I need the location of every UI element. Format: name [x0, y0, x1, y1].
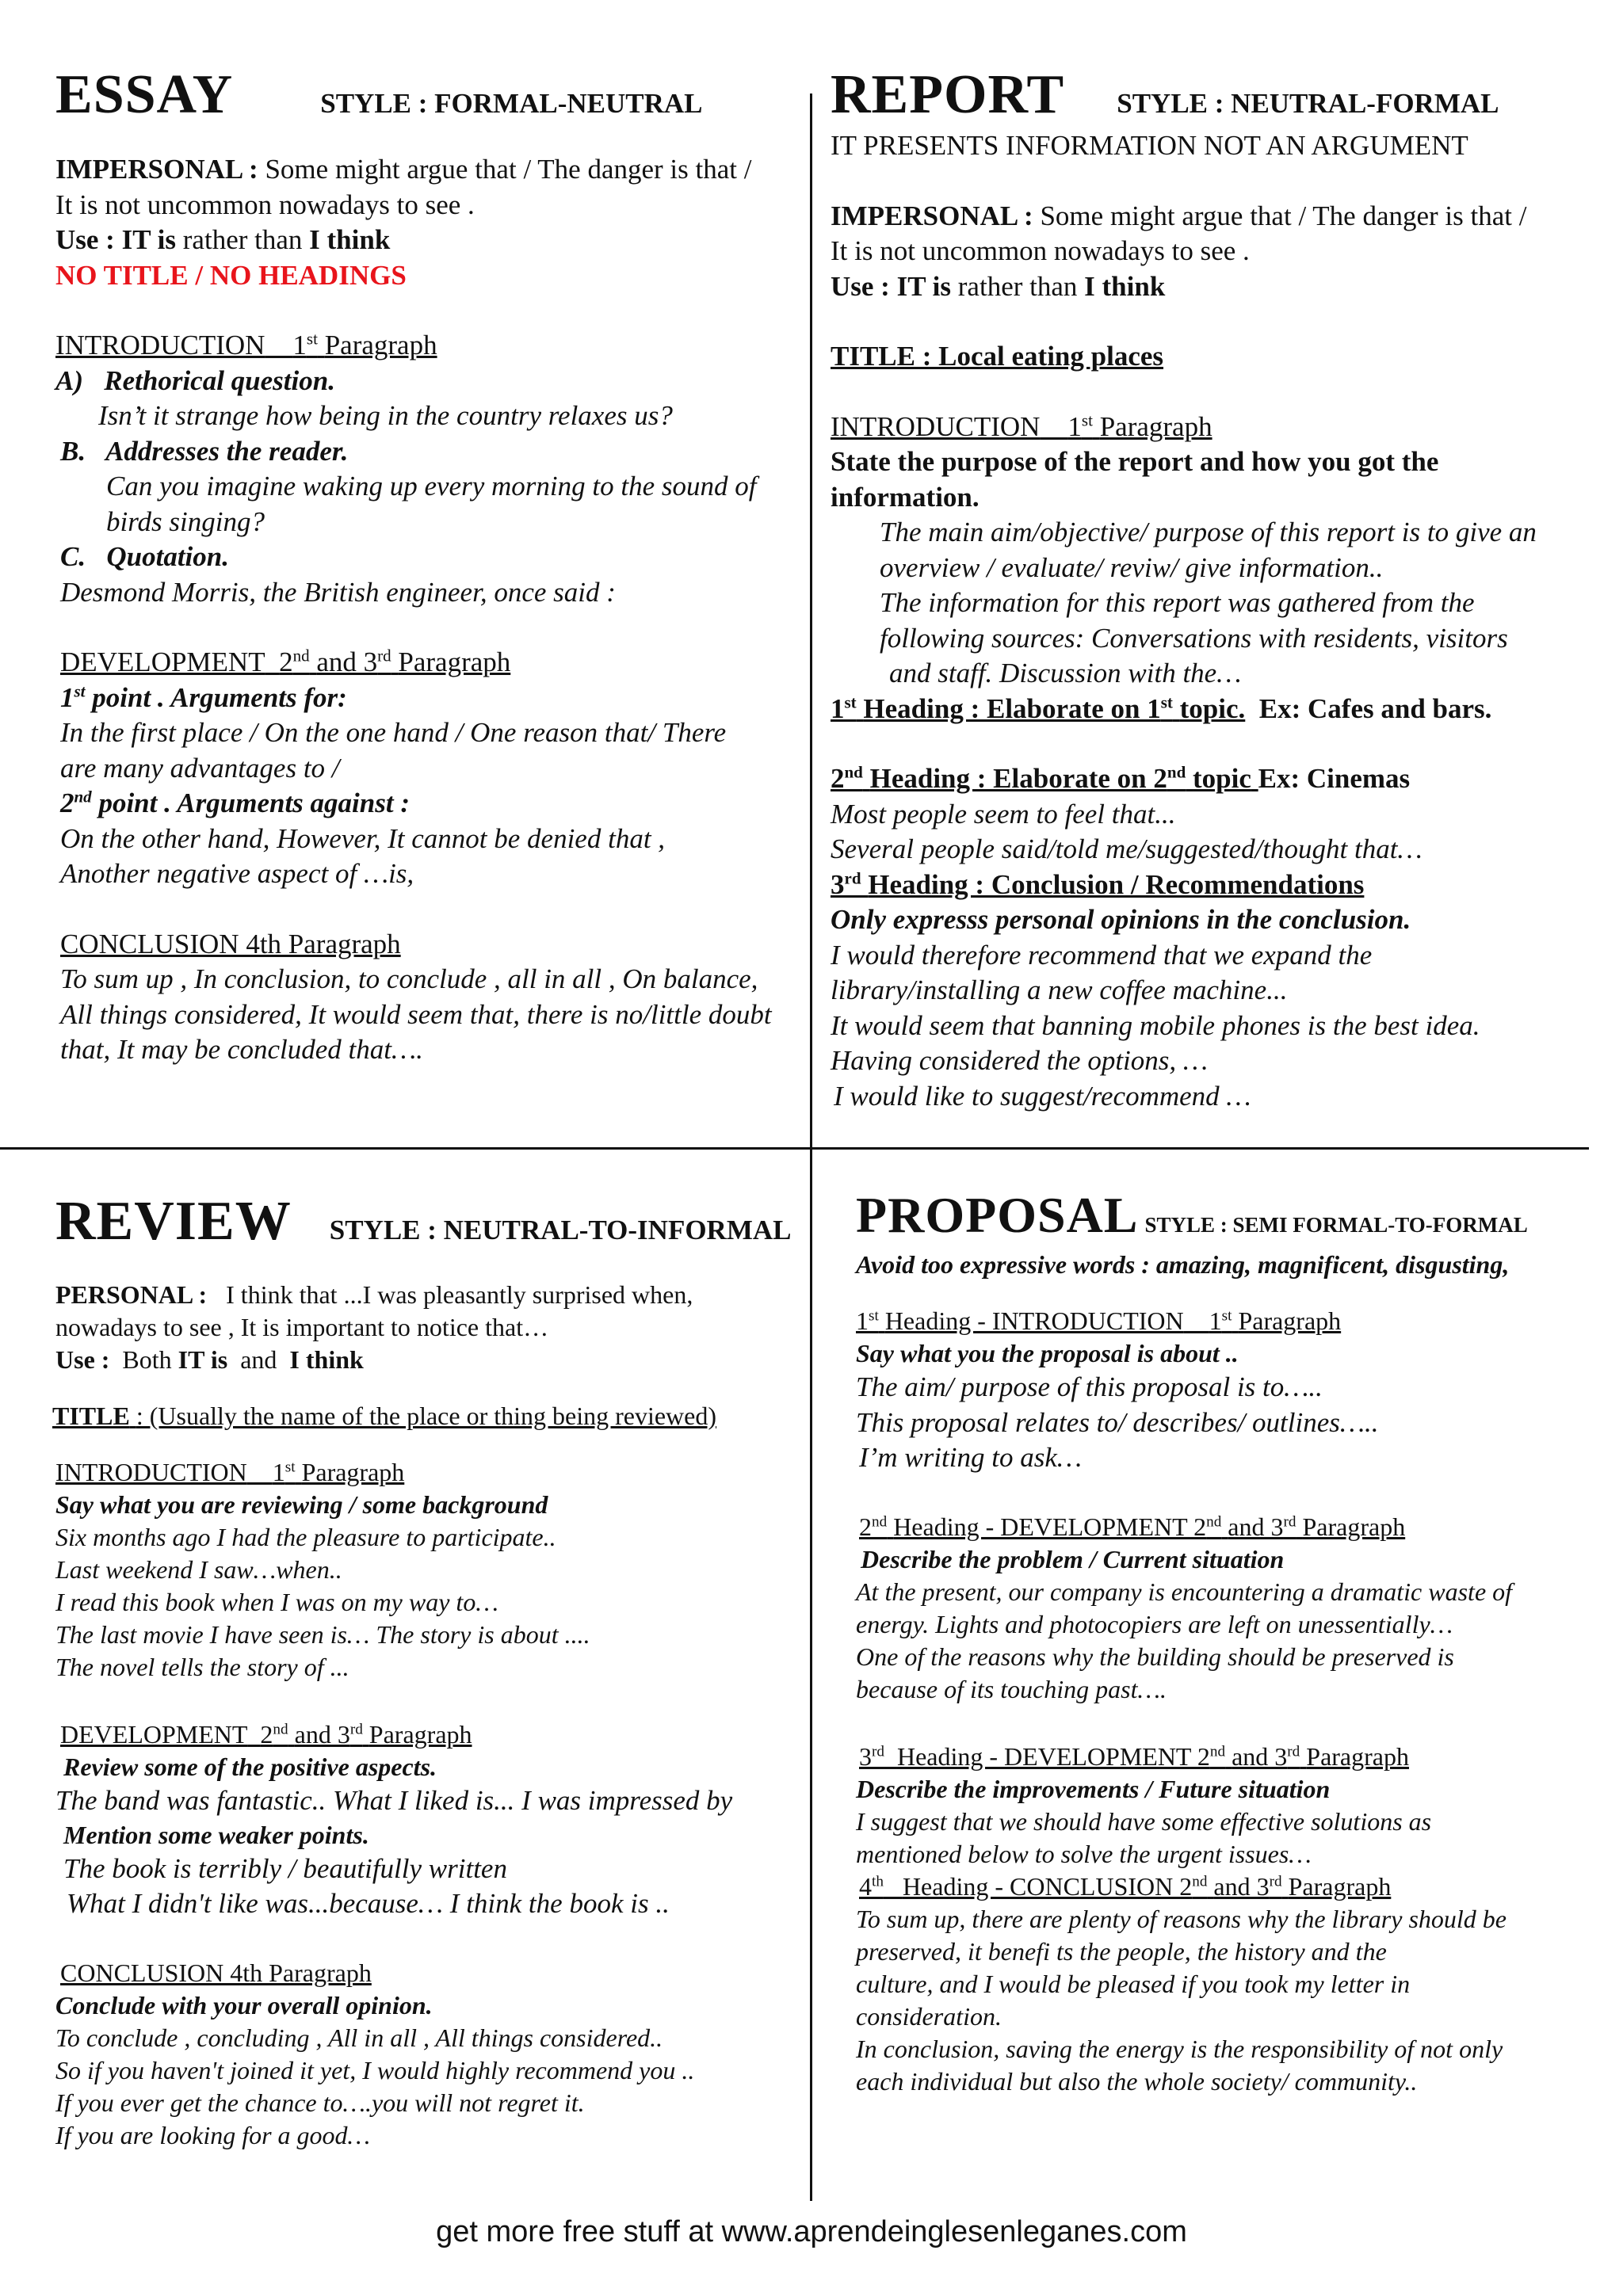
essay-use: Use : IT is rather than I think: [55, 224, 391, 255]
report-use: Use : IT is rather than I think: [831, 270, 1166, 302]
proposal-heading-4: 4th Heading - CONCLUSION 2nd and 3rd Paragraph: [859, 1871, 1392, 1901]
proposal-heading-2-text-2: energy. Lights and photocopiers are left on unessentially…: [856, 1609, 1453, 1638]
review-intro-text-2: Last weekend I saw…when..: [55, 1555, 342, 1584]
review-conclusion-text-4: If you are looking for a good…: [55, 2120, 370, 2149]
report-heading-3-note: Only expresss personal opinions in the conclusion.: [831, 904, 1411, 935]
review-intro-text-3: I read this book when I was on my way to…: [55, 1588, 498, 1616]
review-intro-heading: INTRODUCTION 1st Paragraph: [55, 1458, 405, 1486]
proposal-heading-2: 2nd Heading - DEVELOPMENT 2nd and 3rd Paragraph: [859, 1512, 1406, 1541]
essay-dev-heading: DEVELOPMENT 2nd and 3rd Paragraph: [60, 646, 511, 677]
report-state-purpose: State the purpose of the report and how you got the: [831, 446, 1439, 477]
proposal-heading-2-bold: Describe the problem / Current situation: [861, 1544, 1285, 1573]
essay-header: [55, 62, 800, 128]
review-conclusion-heading: CONCLUSION 4th Paragraph: [60, 1958, 372, 1987]
report-heading-2: 2nd Heading : Elaborate on 2nd topic Ex: Cinemas: [831, 762, 1411, 794]
proposal-heading-1: 1st Heading - INTRODUCTION 1st Paragraph: [856, 1306, 1342, 1335]
essay-second-point-text: On the other hand, However, It cannot be denied that ,: [60, 822, 666, 854]
review-conclusion-text-2: So if you haven't joined it yet, I would highly recommend you ..: [55, 2055, 695, 2084]
review-conclusion-bold: Conclude with your overall opinion.: [55, 1990, 433, 2019]
report-heading-2-text-2: Several people said/told me/suggested/thought that…: [831, 833, 1423, 864]
review-conclusion-text-3: If you ever get the chance to….you will not regret it.: [55, 2088, 585, 2117]
essay-point-c-text: Desmond Morris, the British engineer, once said :: [60, 576, 616, 608]
essay-conclusion-text-2: All things considered, It would seem that, there is no/little doubt: [60, 998, 772, 1030]
essay-title: ESSAY: [55, 64, 234, 125]
report-header: [831, 62, 1591, 128]
review-personal: PERSONAL : I think that ...I was pleasantly surprised when,: [55, 1280, 693, 1309]
review-use: Use : Both IT is and I think: [55, 1345, 364, 1374]
essay-point-b: B. Addresses the reader.: [60, 435, 349, 467]
report-state-purpose-2: information.: [831, 481, 980, 513]
proposal-heading-1-text-3: I’m writing to ask…: [859, 1442, 1082, 1473]
essay-first-point-text-2: are many advantages to /: [60, 752, 340, 784]
report-section: [831, 62, 1591, 1114]
report-aim-2: overview / evaluate/ reviw/ give information..: [880, 551, 1384, 583]
proposal-header: [856, 1182, 1601, 1249]
review-personal-2: nowadays to see , It is important to notice that…: [55, 1313, 549, 1341]
report-title-line: TITLE : Local eating places: [831, 341, 1164, 372]
essay-first-point-text: In the first place / On the one hand / One reason that/ There: [60, 717, 727, 748]
horizontal-divider: [0, 1147, 1589, 1150]
proposal-heading-4-text-4: consideration.: [856, 2001, 1002, 2031]
review-style: STYLE : NEUTRAL-TO-INFORMAL: [329, 1215, 792, 1245]
report-style: STYLE : NEUTRAL-FORMAL: [1117, 88, 1499, 119]
essay-point-c: C. Quotation.: [60, 541, 229, 572]
proposal-heading-4-text-6: each individual but also the whole society/ community..: [856, 2066, 1418, 2096]
review-dev-heading: DEVELOPMENT 2nd and 3rd Paragraph: [60, 1720, 472, 1749]
review-title: REVIEW: [55, 1191, 292, 1252]
report-heading-3-text-3: It would seem that banning mobile phones is the best idea.: [831, 1009, 1480, 1041]
proposal-heading-3-bold: Describe the improvements / Future situation: [856, 1774, 1331, 1803]
proposal-heading-2-text-3: One of the reasons why the building should be preserved is: [856, 1642, 1454, 1671]
proposal-style: STYLE : SEMI FORMAL-TO-FORMAL: [1144, 1213, 1528, 1237]
report-impersonal: IMPERSONAL : Some might argue that / The danger is that /: [831, 200, 1527, 231]
report-heading-3-text-5: I would like to suggest/recommend …: [834, 1080, 1251, 1112]
proposal-section: [856, 1182, 1601, 2098]
proposal-heading-4-text-3: culture, and I would be pleased if you took my letter in: [856, 1969, 1411, 1998]
review-conclusion-text: To conclude , concluding , All in all , All things considered..: [55, 2023, 663, 2052]
essay-point-a: A) Rethorical question.: [55, 364, 335, 396]
proposal-avoid: Avoid too expressive words : amazing, magnificent, disgusting,: [856, 1250, 1510, 1279]
review-dev-text-3: What I didn't like was...because… I think the book is ..: [67, 1888, 670, 1919]
report-impersonal-2: It is not uncommon nowadays to see .: [831, 235, 1250, 266]
report-info-2: following sources: Conversations with residents, visitors: [880, 622, 1508, 654]
report-heading-1: 1st Heading : Elaborate on 1st topic. Ex: Cafes and bars.: [831, 692, 1492, 724]
report-heading-3: 3rd Heading : Conclusion / Recommendations: [831, 868, 1365, 900]
essay-impersonal: IMPERSONAL : Some might argue that / The danger is that /: [55, 154, 752, 185]
report-heading-2-text: Most people seem to feel that...: [831, 798, 1176, 830]
report-subtitle: IT PRESENTS INFORMATION NOT AN ARGUMENT: [831, 130, 1468, 161]
report-intro-heading: INTRODUCTION 1st Paragraph: [831, 410, 1212, 442]
review-header: [55, 1188, 800, 1255]
review-intro-bold: Say what you are reviewing / some background: [55, 1490, 548, 1519]
essay-section: [55, 62, 800, 1068]
footer-link[interactable]: get more free stuff at www.aprendeinglesenleganes.com: [436, 2215, 1187, 2248]
essay-conclusion-heading: CONCLUSION 4th Paragraph: [60, 928, 401, 959]
report-heading-3-text-2: library/installing a new coffee machine...: [831, 974, 1288, 1005]
essay-style: STYLE : FORMAL-NEUTRAL: [320, 88, 703, 119]
review-dev-text-2: The book is terribly / beautifully written: [63, 1852, 507, 1884]
essay-intro-heading: INTRODUCTION 1st Paragraph: [55, 329, 437, 360]
review-section: [52, 1188, 800, 2152]
essay-impersonal-2: It is not uncommon nowadays to see .: [55, 189, 475, 220]
review-dev-bold: Review some of the positive aspects.: [63, 1753, 437, 1781]
proposal-heading-3: 3rd Heading - DEVELOPMENT 2nd and 3rd Paragraph: [859, 1741, 1409, 1771]
essay-point-b-text-2: birds singing?: [106, 505, 265, 537]
report-heading-3-text-4: Having considered the options, …: [831, 1045, 1209, 1076]
essay-point-a-text: Isn’t it strange how being in the country relaxes us?: [98, 400, 673, 431]
review-title-line: TITLE : (Usually the name of the place or thing being reviewed): [52, 1402, 717, 1430]
review-intro-text-5: The novel tells the story of ...: [55, 1653, 349, 1681]
proposal-heading-1-text: The aim/ purpose of this proposal is to…..: [856, 1371, 1323, 1402]
report-info: The information for this report was gathered from the: [880, 587, 1475, 618]
proposal-heading-2-text-4: because of its touching past….: [856, 1674, 1167, 1703]
report-info-3: and staff. Discussion with the…: [889, 658, 1242, 688]
proposal-heading-4-text-2: preserved, it benefi ts the people, the history and the: [856, 1936, 1387, 1966]
essay-point-b-text: Can you imagine waking up every morning to the sound of: [106, 471, 757, 502]
essay-no-title: NO TITLE / NO HEADINGS: [55, 259, 407, 291]
proposal-heading-3-text: I suggest that we should have some effective solutions as: [856, 1806, 1432, 1836]
essay-conclusion-text-3: that, It may be concluded that….: [60, 1034, 423, 1065]
essay-conclusion-text: To sum up , In conclusion, to conclude , all in all , On balance,: [60, 963, 758, 994]
review-intro-text: Six months ago I had the pleasure to participate..: [55, 1523, 556, 1551]
report-title: REPORT: [831, 64, 1065, 125]
essay-second-point-text-2: Another negative aspect of …is,: [60, 858, 414, 889]
essay-second-point: 2nd point . Arguments against :: [60, 787, 410, 818]
proposal-heading-1-bold: Say what you the proposal is about ..: [856, 1339, 1239, 1367]
report-aim: The main aim/objective/ purpose of this report is to give an: [880, 517, 1537, 547]
review-dev-text: The band was fantastic.. What I liked is... I was impressed by: [55, 1785, 733, 1816]
proposal-heading-3-text-2: mentioned below to solve the urgent issues…: [856, 1839, 1312, 1868]
proposal-heading-4-text: To sum up, there are plenty of reasons why the library should be: [856, 1904, 1507, 1933]
proposal-heading-1-text-2: This proposal relates to/ describes/ outlines…..: [856, 1406, 1379, 1438]
proposal-heading-2-text: At the present, our company is encountering a dramatic waste of: [856, 1577, 1513, 1606]
essay-first-point: 1st point . Arguments for:: [60, 681, 347, 713]
proposal-title: PROPOSAL: [856, 1187, 1139, 1243]
report-heading-3-text: I would therefore recommend that we expand the: [831, 939, 1373, 971]
review-intro-text-4: The last movie I have seen is… The story is about ....: [55, 1620, 590, 1649]
proposal-heading-4-text-5: In conclusion, saving the energy is the responsibility of not only: [856, 2034, 1503, 2063]
review-dev-bold-2: Mention some weaker points.: [63, 1820, 369, 1849]
